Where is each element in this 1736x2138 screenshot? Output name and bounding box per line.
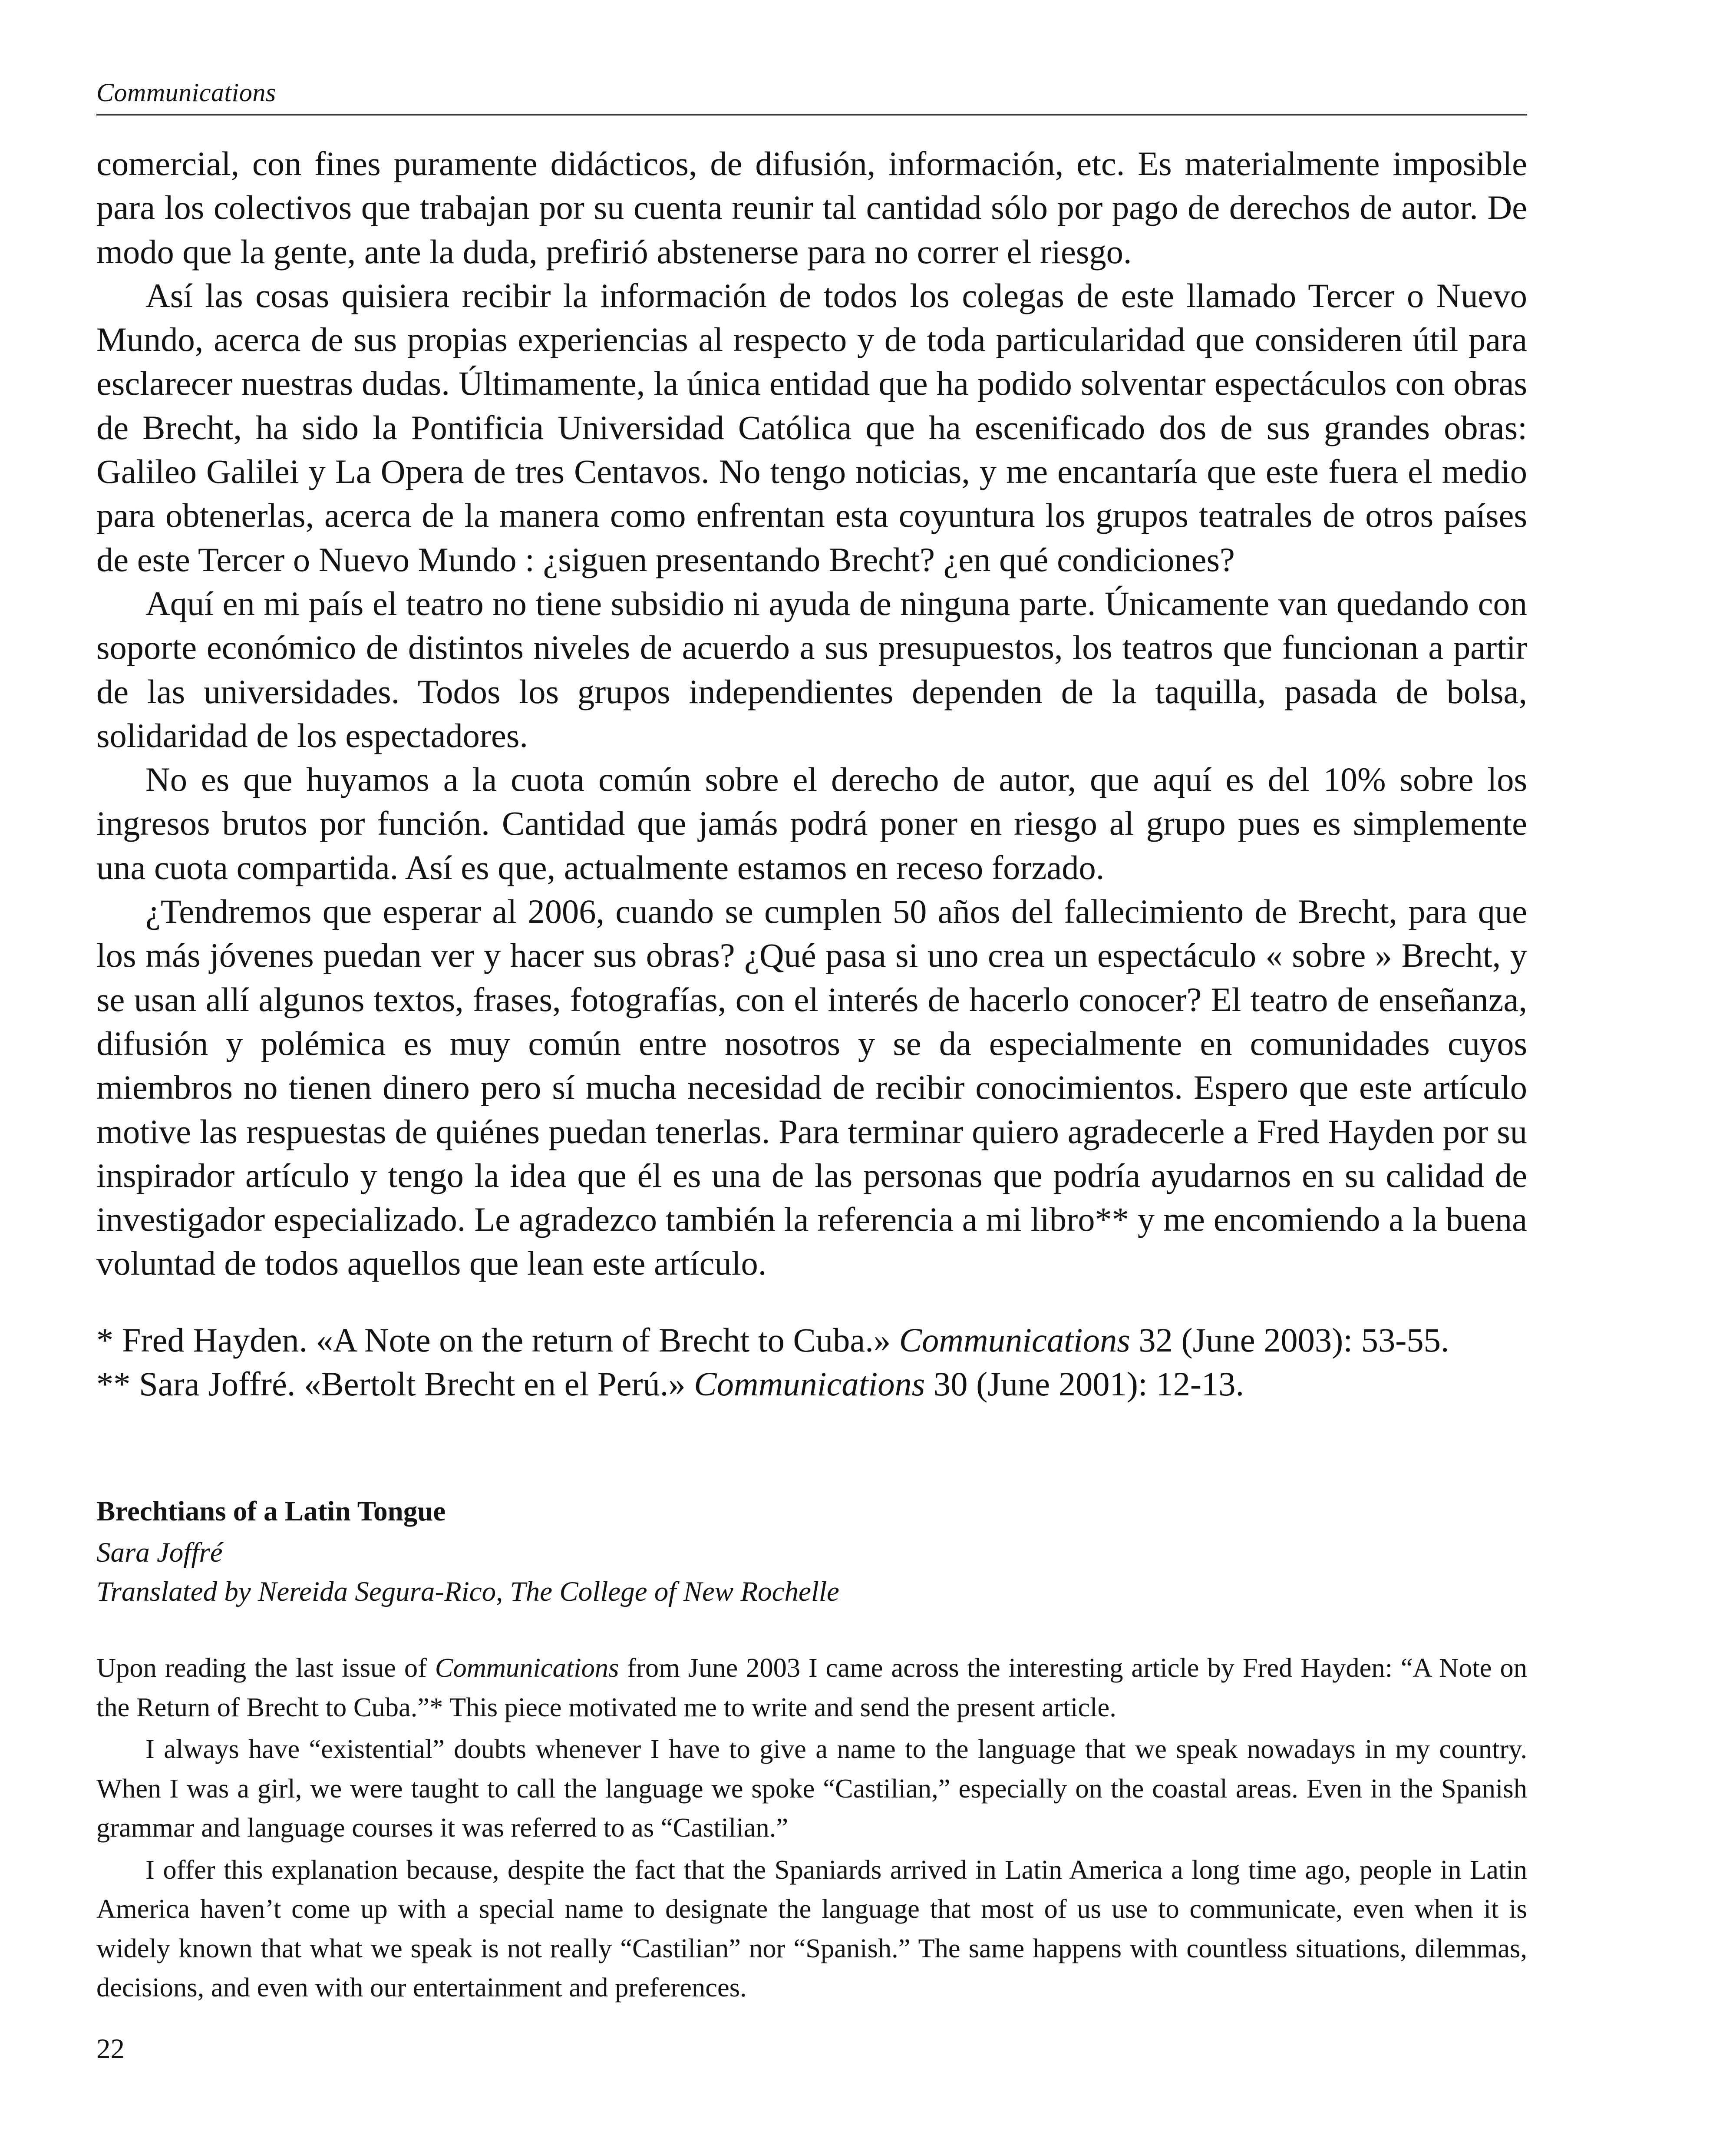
footnote-citation: 32 (June 2003): 53-55.	[1130, 1321, 1449, 1359]
footnote-text: * Fred Hayden. «A Note on the return of Brecht to Cuba.»	[96, 1321, 899, 1359]
spanish-article-body	[96, 142, 1527, 1285]
footnote	[96, 1318, 1527, 1362]
intro-text: Upon reading the last issue of	[96, 1652, 435, 1683]
footnote	[96, 1362, 1527, 1406]
spanish-paragraph: comercial, con fines puramente didácticos, de difusión, información, etc. Es materialmente imposible para los colectivos que trabajan por su cuenta reunir tal cantidad sólo por pago de derechos de autor. De modo que la gente, ante la duda, prefirió abstenerse para no correr el riesgo.	[96, 145, 1527, 271]
english-article-body	[96, 1648, 1527, 2007]
spanish-paragraph: Así las cosas quisiera recibir la información de todos los colegas de este llamado Tercer o Nuevo Mundo, acerca de sus propias experiencias al respecto y de toda particularidad que consideren útil para esclarecer nuestras dudas. Últimamente, la única entidad que ha podido solventar espectáculos con obras de Brecht, ha sido la Pontificia Universidad Católica que ha escenificado dos de sus grandes obras: Galileo Galilei y La Opera de tres Centavos. No tengo noticias, y me encantaría que este fuera el medio para obtenerlas, acerca de la manera como enfrentan esta coyuntura los grupos teatrales de otros países de este Tercer o Nuevo Mundo : ¿siguen presentando Brecht? ¿en qué condiciones?	[96, 276, 1527, 578]
spanish-paragraph: ¿Tendremos que esperar al 2006, cuando se cumplen 50 años del fallecimiento de Brecht, para que los más jóvenes puedan ver y hacer sus obras? ¿Qué pasa si uno crea un espectáculo « sobre » Brecht, y se usan allí algunos textos, frases, fotografías, con el interés de hacerlo conocer? El teatro de enseñanza, difusión y polémica es muy común entre nosotros y se da especialmente en comunidades cuyos miembros no tienen dinero pero sí mucha necesidad de recibir conocimientos. Espero que este artículo motive las respuestas de quiénes puedan tenerlas. Para terminar quiero agradecerle a Fred Hayden por su inspirador artículo y tengo la idea que él es una de las personas que podría ayudarnos en su calidad de investigador especializado. Le agradezco también la referencia a mi libro** y me encomiendo a la buena voluntad de todos aquellos que lean este artículo.	[96, 892, 1527, 1282]
footnote-journal: Communications	[899, 1321, 1130, 1359]
english-paragraph	[96, 1648, 1527, 1727]
english-paragraph: I offer this explanation because, despite the fact that the Spaniards arrived in Latin America a long time ago, people in Latin America haven’t come up with a special name to designate the language that most of us use to communicate, even when it is widely known that what we speak is not really “Castilian” nor “Spanish.” The same happens with countless situations, dilemmas, decisions, and even with our entertainment and preferences.	[96, 1854, 1527, 2003]
footnote-citation: 30 (June 2001): 12-13.	[925, 1365, 1244, 1403]
english-paragraph: I always have “existential” doubts whenever I have to give a name to the language that we speak nowadays in my country. When I was a girl, we were taught to call the language we spoke “Castilian,” especially on the coastal areas. Even in the Spanish grammar and language courses it was referred to as “Castilian.”	[96, 1734, 1527, 1843]
footnote-text: ** Sara Joffré. «Bertolt Brecht en el Perú.»	[96, 1365, 694, 1403]
spanish-paragraph: No es que huyamos a la cuota común sobre el derecho de autor, que aquí es del 10% sobre los ingresos brutos por función. Cantidad que jamás podrá poner en riesgo al grupo pues es simplemente una cuota compartida. Así es que, actualmente estamos en receso forzado.	[96, 760, 1527, 886]
article-title: Brechtians of a Latin Tongue	[96, 1496, 446, 1527]
running-head: Communications	[96, 78, 276, 107]
article-translator: Translated by Nereida Segura-Rico, The College of New Rochelle	[96, 1576, 839, 1607]
intro-journal: Communications	[435, 1652, 619, 1683]
page-number: 22	[96, 2033, 125, 2065]
footnote-journal: Communications	[694, 1365, 925, 1403]
article-author: Sara Joffré	[96, 1537, 223, 1568]
footnotes	[96, 1318, 1527, 1406]
intro-text-end: from June 2003 I came across the interesting article by Fred Hayden: “A Note on the Return of Brecht to Cuba.”* This piece motivated me to write and send the present article.	[96, 1652, 1527, 1722]
spanish-paragraph: Aquí en mi país el teatro no tiene subsidio ni ayuda de ninguna parte. Únicamente van quedando con soporte económico de distintos niveles de acuerdo a sus presupuestos, los teatros que funcionan a partir de las universidades. Todos los grupos independientes dependen de la taquilla, pasada de bolsa, solidaridad de los espectadores.	[96, 584, 1527, 754]
header-rule	[96, 114, 1527, 116]
